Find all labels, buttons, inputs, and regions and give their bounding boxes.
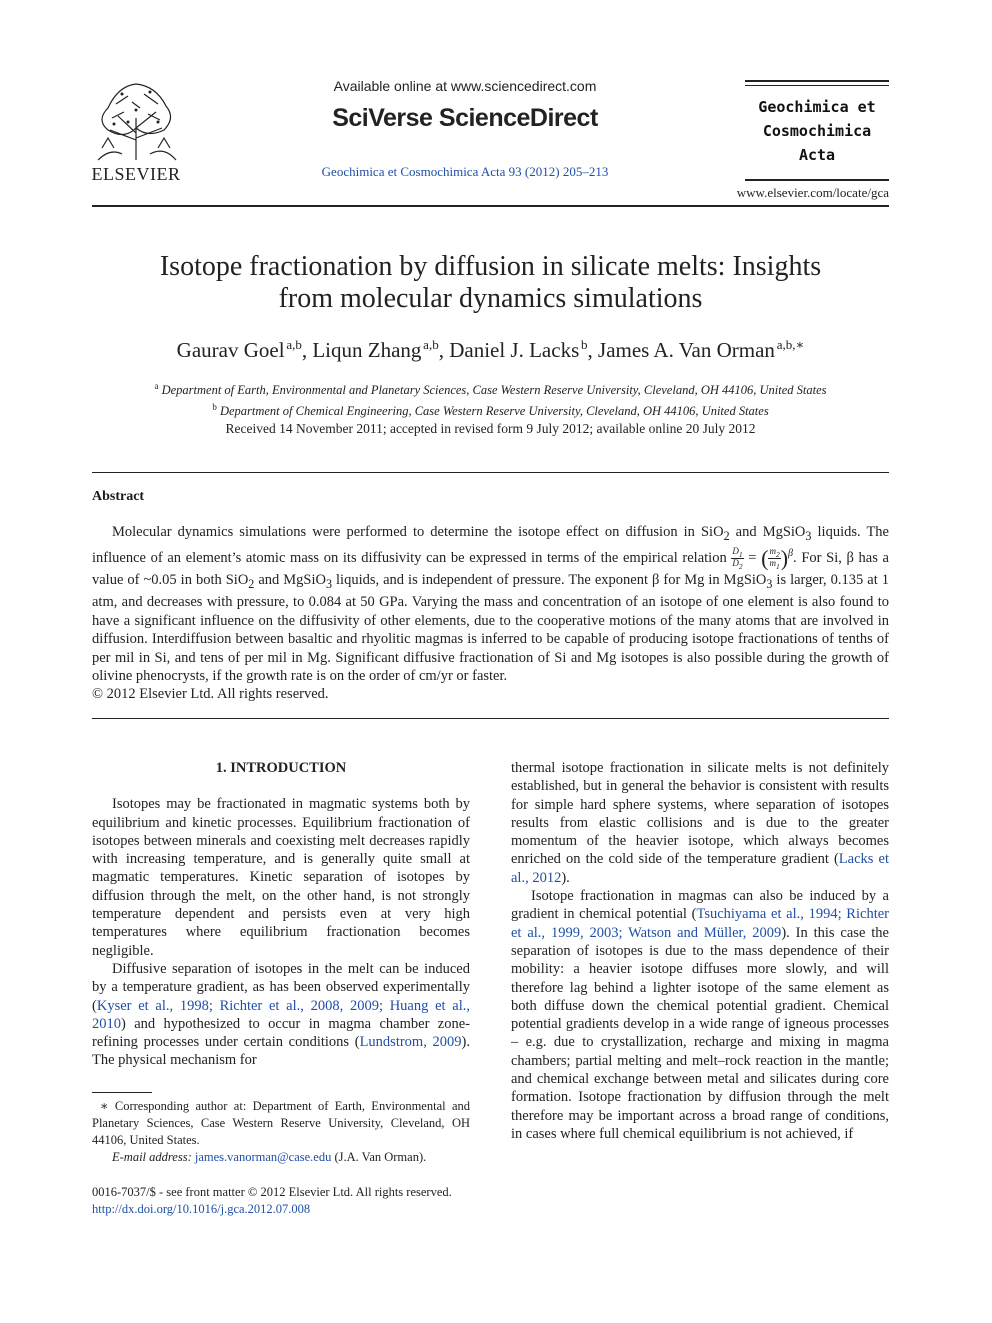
masthead-rule-bottom — [745, 179, 889, 181]
issn-line: 0016-7037/$ - see front matter © 2012 Elsevier Ltd. All rights reserved. — [92, 1185, 452, 1199]
fraction — [731, 547, 743, 572]
front-matter — [92, 1184, 512, 1218]
paragraph: Isotopes may be fractionated in magmatic systems both by equilibrium and kinetic processes. Equilibrium fractionation of isotopes between minerals and coexisting melt decreases rapidly with increasing temperature, and is generally quite small at magmatic temperatures. Kinetic separation of isotopes by diffusion through the melt, on the other hand, is not strongly temperature dependent and persists even at very high temperatures where equilibrium fractionation becomes negligible. — [92, 796, 470, 959]
reference-link[interactable]: Kyser et al., 1998; Richter et al., 2008, 2009; Huang et al., 2010 — [92, 997, 470, 1032]
author-name[interactable]: Daniel J. Lacks — [449, 338, 580, 362]
affiliation — [92, 399, 889, 420]
eq-equals: = — [743, 550, 762, 567]
email-link[interactable]: james.vanorman@case.edu — [194, 1150, 332, 1164]
empirical-relation-equation: $\frac{D_1}{D_2}$ = ( $\frac{m_2}{m_1}$ )$^\beta$ — [732, 545, 794, 572]
paragraph — [511, 887, 889, 1143]
header-rule — [92, 205, 889, 207]
paragraph-text: Isotope fractionation in magmas can also be induced by a gradient in chemical potential ( — [511, 888, 889, 923]
affiliations — [92, 378, 889, 420]
elsevier-tree-icon — [88, 78, 184, 162]
received-dates: Received 14 November 2011; accepted in revised form 9 July 2012; available online 20 July 2012 — [225, 421, 756, 436]
author-affil-mark: b — [581, 337, 588, 352]
author-separator: , — [301, 338, 313, 362]
paragraph-text: ). — [561, 869, 570, 886]
affiliation-mark: a — [154, 381, 159, 391]
journal-url: www.elsevier.com/locate/gca — [736, 185, 889, 200]
author-affil-mark: a,b — [286, 337, 302, 352]
eq-subscript: 1 — [775, 562, 780, 572]
paragraph-text: Diffusive separation of isotopes in the melt can be induced by a temperature gradient, as has been observed experimentally ( — [92, 960, 470, 1014]
author-name[interactable]: James A. Van Orman — [598, 338, 775, 362]
eq-subscript: 1 — [738, 549, 743, 559]
journal-name — [745, 95, 889, 167]
affiliation — [92, 378, 889, 399]
article-title — [92, 251, 889, 315]
eq-subscript: 2 — [738, 562, 743, 572]
reference-link[interactable]: Tsuchiyama et al., 1994; Richter et al., 1999, 2003; Watson and Müller, 2009 — [511, 906, 889, 941]
paragraph-text: ). The physical mechanism for — [92, 1034, 470, 1069]
corresponding-author-footnote — [92, 1098, 470, 1166]
footnote-rule — [92, 1092, 152, 1093]
footnote-body: Corresponding author at: Department of Earth, Environmental and Planetary Sciences, Case Western Reserve University, Cleveland, OH 44106, United States. — [92, 1099, 470, 1147]
eq-subscript: 2 — [775, 549, 780, 559]
elsevier-wordmark: ELSEVIER — [91, 164, 181, 184]
masthead-rule-top-thin — [745, 85, 889, 86]
section-heading-introduction: 1. INTRODUCTION — [215, 760, 347, 776]
footnote-mark: ∗ — [100, 1099, 109, 1113]
abstract-text-run: Molecular dynamics simulations were performed to determine the isotope effect on diffusion in SiO — [112, 524, 724, 540]
right-column — [511, 759, 889, 1143]
author-list — [92, 337, 889, 363]
eq-symbol: D — [732, 558, 739, 569]
journal-name-line: Acta — [798, 146, 836, 164]
footnote-text — [92, 1098, 470, 1149]
elsevier-logo — [88, 78, 184, 182]
subscript: 3 — [325, 576, 333, 591]
affiliation-mark: b — [212, 402, 217, 413]
eq-symbol: D — [732, 545, 739, 556]
subscript: 3 — [766, 576, 773, 591]
abstract-heading: Abstract — [92, 489, 145, 504]
footnote-email — [92, 1149, 470, 1166]
author-name[interactable]: Gaurav Goel — [176, 338, 285, 362]
fraction — [768, 547, 780, 572]
author-separator: , — [438, 338, 450, 362]
abstract-text-run: . For Si, β has a value of ~0.05 in both SiO — [92, 550, 889, 589]
eq-exponent: β — [788, 548, 794, 560]
abstract-text-run: is larger, 0.135 at 1 atm, and decreases with pressure, to 0.084 at 50 GPa. Varying the mass and concentration of an isotope of one element is also found to have a significant influence on the diffusivity of other elements, due to the cooperative motions of the many atoms that are involved in diffusion. Interdiffusion between basaltic and rhyolitic magmas is inferred to be capable of producing isotope fractionations of tenths of per mil in Si, and tens of per mil in Mg. Significant diffusive fractionation of Si and Mg isotopes is also possible during the growth of olivine phenocrysts, if the growth rate is on the order of cm/yr or faster. — [92, 572, 890, 685]
paragraph-text: ). In this case the separation of isotopes is due to the mass dependence of their mobility: a heavier isotope diffuses more slowly, and will therefore lag behind a lighter isotope of the same element as both diffuse down the chemical potential gradient. Chemical potential gradients develop in a wide range of igneous processes – e.g. due to crystallization, recharge and mixing in magma chambers; partial melting and melt–rock reaction in the mantle; and chemical exchange between metal and silicates during core formation. Isotope fractionation by diffusion through the melt therefore may be important across a broad range of conditions, in cases where full chemical equilibrium is not achieved, if — [511, 924, 889, 1142]
abstract-copyright: © 2012 Elsevier Ltd. All rights reserved. — [92, 686, 329, 703]
sciencedirect-brand: SciVerse ScienceDirect — [332, 104, 598, 132]
left-column — [92, 759, 470, 1070]
email-owner: (J.A. Van Orman). — [331, 1150, 427, 1164]
eq-symbol: m — [769, 545, 776, 556]
abstract-text-run: and MgSiO — [729, 524, 806, 540]
author-affil-mark: a,b,∗ — [776, 337, 805, 352]
abstract-text-run: and MgSiO — [254, 572, 326, 589]
journal-name-line: Cosmochimica — [762, 122, 872, 140]
paragraph-text: thermal isotope fractionation in silicate melts is not definitely established, but in general the behavior is consistent with results for simple hard sphere systems, where separation of isotopes results from elastic collisions and is due to the greater momentum of the heavier isotope, which always becomes enriched on the cold side of the temperature gradient ( — [511, 760, 889, 868]
affiliation-text: Department of Chemical Engineering, Case Western Reserve University, Cleveland, OH 44106, United States — [219, 404, 769, 419]
subscript: 2 — [723, 528, 730, 543]
email-label: E-mail address: — [112, 1150, 192, 1164]
author-name[interactable]: Liqun Zhang — [312, 338, 422, 362]
paragraph — [511, 759, 889, 887]
subscript: 2 — [248, 576, 255, 591]
abstract-rule-top — [92, 472, 889, 473]
abstract-text-run: liquids, and is independent of pressure. The exponent β for Mg in MgSiO — [332, 572, 767, 589]
abstract-text-run: liquids. The influence of an element’s atomic mass on its diffusivity can be expressed in terms of the empirical relation — [92, 524, 889, 567]
affiliation-text: Department of Earth, Environmental and Planetary Sciences, Case Western Reserve University, Cleveland, OH 44106, United States — [161, 383, 827, 398]
paragraph-text: ) and hypothesized to occur in magma chamber zone-refining processes under certain conditions ( — [92, 1015, 470, 1051]
title-line: Isotope fractionation by diffusion in silicate melts: Insights — [159, 251, 822, 282]
journal-name-line: Geochimica et — [758, 98, 876, 116]
eq-symbol: m — [769, 558, 776, 569]
available-online: Available online at www.sciencedirect.com — [333, 78, 597, 94]
journal-citation-link[interactable]: Geochimica et Cosmochimica Acta 93 (2012) 205–213 — [321, 164, 609, 179]
abstract-rule-bottom — [92, 718, 889, 719]
journal-masthead — [745, 80, 889, 182]
title-line: from molecular dynamics simulations — [278, 283, 703, 314]
abstract-text — [92, 523, 889, 704]
author-affil-mark: a,b — [423, 337, 439, 352]
reference-link[interactable]: Lundstrom, 2009 — [359, 1034, 462, 1051]
doi-link[interactable]: http://dx.doi.org/10.1016/j.gca.2012.07.008 — [92, 1202, 311, 1216]
masthead-rule-top — [745, 80, 889, 82]
subscript: 3 — [805, 528, 812, 543]
reference-link[interactable]: Lacks et al., 2012 — [511, 851, 889, 886]
paragraph — [92, 960, 470, 1070]
author-separator: , — [587, 338, 599, 362]
